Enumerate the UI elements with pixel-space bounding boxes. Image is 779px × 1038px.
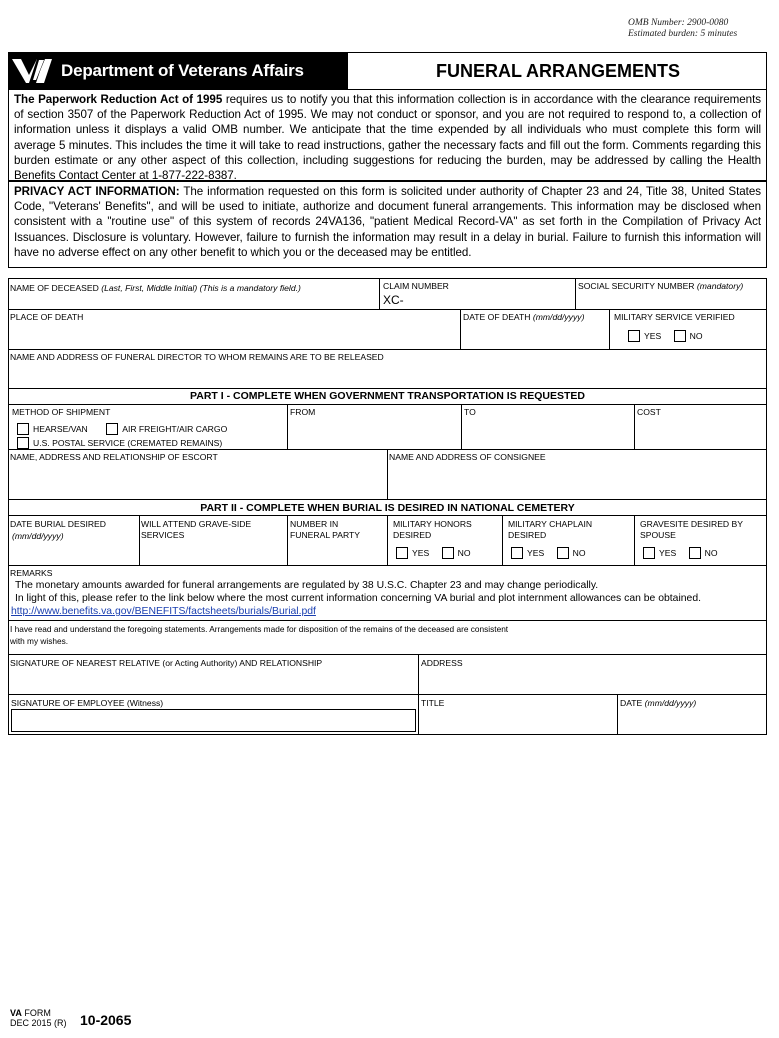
footer-form-label: FORM bbox=[21, 1008, 51, 1018]
employee-signature-field[interactable] bbox=[8, 694, 419, 735]
relative-signature-field[interactable] bbox=[8, 654, 419, 695]
name-of-deceased-label: NAME OF DECEASED bbox=[10, 283, 99, 293]
agency-banner bbox=[9, 53, 348, 89]
employee-signature-label: SIGNATURE OF EMPLOYEE (Witness) bbox=[11, 698, 164, 708]
consignee-field[interactable] bbox=[387, 449, 767, 500]
military-honors-label-2: DESIRED bbox=[393, 530, 432, 540]
ssn-label: SOCIAL SECURITY NUMBER bbox=[578, 281, 695, 291]
claim-number-value: XC- bbox=[383, 293, 404, 307]
part1-title: PART I - COMPLETE WHEN GOVERNMENT TRANSPORTATION IS REQUESTED bbox=[190, 390, 585, 402]
claim-number-field[interactable] bbox=[379, 278, 576, 310]
form-number: 10-2065 bbox=[80, 1012, 132, 1028]
consignee-label: NAME AND ADDRESS OF CONSIGNEE bbox=[389, 452, 546, 462]
gravesite-label-1: GRAVESITE DESIRED BY bbox=[640, 519, 743, 529]
remarks-line-1: The monetary amounts awarded for funeral arrangements are regulated by 38 U.S.C. Chapter 23 and may change periodically. bbox=[15, 580, 599, 591]
military-verified-no-checkbox[interactable] bbox=[674, 330, 686, 342]
postal-service-label: U.S. POSTAL SERVICE (CREMATED REMAINS) bbox=[33, 437, 223, 448]
yes-label: YES bbox=[412, 547, 430, 558]
air-freight-checkbox[interactable] bbox=[106, 423, 118, 435]
acknowledgement-line-1: I have read and understand the foregoing statements. Arrangements made for disposition of the remains of the deceased are consistent bbox=[10, 624, 509, 634]
yes-label: YES bbox=[659, 547, 677, 558]
date-burial-hint: (mm/dd/yyyy) bbox=[12, 531, 64, 541]
yes-label: YES bbox=[527, 547, 545, 558]
title-label: TITLE bbox=[421, 698, 445, 708]
form-footer bbox=[10, 1008, 67, 1028]
privacy-heading: PRIVACY ACT INFORMATION: bbox=[14, 185, 180, 198]
date-of-death-field[interactable] bbox=[460, 309, 610, 350]
footer-va: VA bbox=[10, 1008, 22, 1018]
yes-label: YES bbox=[644, 330, 662, 341]
military-verified-yes-checkbox[interactable] bbox=[628, 330, 640, 342]
military-service-verified-field bbox=[609, 309, 767, 350]
chaplain-no-checkbox[interactable] bbox=[557, 547, 569, 559]
funeral-party-number-field[interactable] bbox=[287, 515, 388, 566]
omb-burden: Estimated burden: 5 minutes bbox=[628, 29, 738, 39]
remarks-section bbox=[8, 565, 767, 621]
place-of-death-label: PLACE OF DEATH bbox=[10, 312, 84, 322]
paperwork-heading: The Paperwork Reduction Act of 1995 bbox=[14, 93, 223, 106]
no-label: NO bbox=[572, 547, 586, 558]
gravesite-label-2: SPOUSE bbox=[640, 530, 676, 540]
part2-title: PART II - COMPLETE WHEN BURIAL IS DESIRED IN NATIONAL CEMETERY bbox=[200, 502, 575, 514]
form-title: FUNERAL ARRANGEMENTS bbox=[435, 60, 680, 81]
funeral-party-label-1: NUMBER IN bbox=[290, 519, 339, 529]
footer-edition: DEC 2015 (R) bbox=[10, 1018, 67, 1028]
place-of-death-field[interactable] bbox=[8, 309, 461, 350]
acknowledgement-line-2: with my wishes. bbox=[10, 636, 69, 646]
date-of-death-hint: (mm/dd/yyyy) bbox=[532, 312, 585, 322]
remarks-label: REMARKS bbox=[10, 568, 53, 578]
date-label: DATE bbox=[620, 698, 643, 708]
paperwork-text: requires us to notify you that this information collection is in accordance with the clearance requirements of section 3507 of the Paperwork Reduction Act of 1995. We may not conduct or sponsor, and you are not required to respond to, a collection of information unless it displays a valid OMB number. We anticipate that the time expended by all individuals who must complete this form will average 5 minutes. This includes the time it will take to read instructions, gather the necessary facts and fill out the form. Comments regarding this burden estimate or any other aspect of this collection, including suggestions for reducing the burden, may be addressed by calling the Health Benefits Contact Center at 1-877-222-8387. bbox=[14, 93, 761, 183]
graveside-services-field[interactable] bbox=[139, 515, 288, 566]
military-service-verified-label: MILITARY SERVICE VERIFIED bbox=[614, 312, 735, 322]
to-label: TO bbox=[464, 407, 476, 417]
cost-field[interactable] bbox=[634, 404, 767, 450]
date-burial-label: DATE BURIAL DESIRED bbox=[10, 519, 106, 529]
va-logo-icon bbox=[9, 53, 55, 89]
military-chaplain-label-2: DESIRED bbox=[508, 530, 547, 540]
funeral-director-label: NAME AND ADDRESS OF FUNERAL DIRECTOR TO WHOM REMAINS ARE TO BE RELEASED bbox=[10, 352, 384, 362]
hearse-van-label: HEARSE/VAN bbox=[33, 423, 88, 434]
to-field[interactable] bbox=[461, 404, 635, 450]
gravesite-no-checkbox[interactable] bbox=[689, 547, 701, 559]
date-of-death-label: DATE OF DEATH bbox=[463, 312, 531, 322]
graveside-label-1: WILL ATTEND GRAVE-SIDE bbox=[141, 519, 252, 529]
name-of-deceased-field[interactable] bbox=[8, 278, 380, 310]
military-honors-label-1: MILITARY HONORS bbox=[393, 519, 472, 529]
military-honors-field bbox=[387, 515, 503, 566]
method-of-shipment-field bbox=[8, 404, 288, 450]
graveside-label-2: SERVICES bbox=[141, 530, 185, 540]
relative-signature-label: SIGNATURE OF NEAREST RELATIVE (or Acting Authority) AND RELATIONSHIP bbox=[10, 658, 323, 668]
acknowledgement-section bbox=[8, 620, 767, 655]
title-field[interactable] bbox=[418, 694, 618, 735]
honors-yes-checkbox[interactable] bbox=[396, 547, 408, 559]
cost-label: COST bbox=[637, 407, 661, 417]
employee-signature-box[interactable] bbox=[11, 709, 416, 732]
funeral-party-label-2: FUNERAL PARTY bbox=[290, 530, 361, 540]
address-field[interactable] bbox=[418, 654, 767, 695]
ssn-hint: (mandatory) bbox=[696, 281, 744, 291]
postal-service-checkbox[interactable] bbox=[17, 437, 29, 449]
honors-no-checkbox[interactable] bbox=[442, 547, 454, 559]
omb-number: OMB Number: 2900-0080 bbox=[628, 18, 729, 28]
method-of-shipment-label: METHOD OF SHIPMENT bbox=[12, 407, 111, 417]
from-label: FROM bbox=[290, 407, 316, 417]
gravesite-yes-checkbox[interactable] bbox=[643, 547, 655, 559]
burial-factsheet-link[interactable]: http://www.benefits.va.gov/BENEFITS/factsheets/burials/Burial.pdf bbox=[11, 606, 316, 617]
hearse-van-checkbox[interactable] bbox=[17, 423, 29, 435]
date-burial-field[interactable] bbox=[8, 515, 140, 566]
gravesite-spouse-field bbox=[634, 515, 767, 566]
omb-info bbox=[628, 18, 737, 40]
form-header bbox=[8, 52, 767, 90]
military-chaplain-label-1: MILITARY CHAPLAIN bbox=[508, 519, 593, 529]
privacy-text: The information requested on this form is solicited under authority of Chapter 23 and 24, Title 38, United States Code, "Veterans' Benefits", and will be used to initiate, authorize and document funeral arrangements. This information may be disclosed when consistent with a "routine use" of this system of records 24VA136, "patient Medical Record-VA" as set forth in the Compilation of Privacy Act Issuances. Disclosure is voluntary. However, failure to furnish the information may result in a delay in burial. Failure to furnish this information will have no adverse effect on any other benefit to which you or the deceased may be entitled. bbox=[14, 185, 761, 259]
from-field[interactable] bbox=[287, 404, 462, 450]
date-field[interactable] bbox=[617, 694, 767, 735]
remarks-line-2: In light of this, please refer to the link below where the most current information concerning VA burial and plot internment allowances can be obtained. bbox=[15, 593, 701, 604]
privacy-notice bbox=[8, 180, 767, 268]
escort-label: NAME, ADDRESS AND RELATIONSHIP OF ESCORT bbox=[10, 452, 218, 462]
military-chaplain-field bbox=[502, 515, 635, 566]
no-label: NO bbox=[704, 547, 718, 558]
air-freight-label: AIR FREIGHT/AIR CARGO bbox=[122, 423, 228, 434]
no-label: NO bbox=[689, 330, 703, 341]
escort-field[interactable] bbox=[8, 449, 388, 500]
paperwork-notice bbox=[8, 90, 767, 183]
ssn-field[interactable] bbox=[575, 278, 767, 310]
date-hint: (mm/dd/yyyy) bbox=[644, 698, 697, 708]
address-label: ADDRESS bbox=[421, 658, 463, 668]
department-name: Department of Veterans Affairs bbox=[61, 61, 304, 80]
funeral-director-field[interactable] bbox=[8, 349, 767, 389]
no-label: NO bbox=[457, 547, 471, 558]
chaplain-yes-checkbox[interactable] bbox=[511, 547, 523, 559]
name-of-deceased-hint: (Last, First, Middle Initial) (This is a mandatory field.) bbox=[101, 283, 301, 293]
claim-number-label: CLAIM NUMBER bbox=[383, 281, 449, 291]
